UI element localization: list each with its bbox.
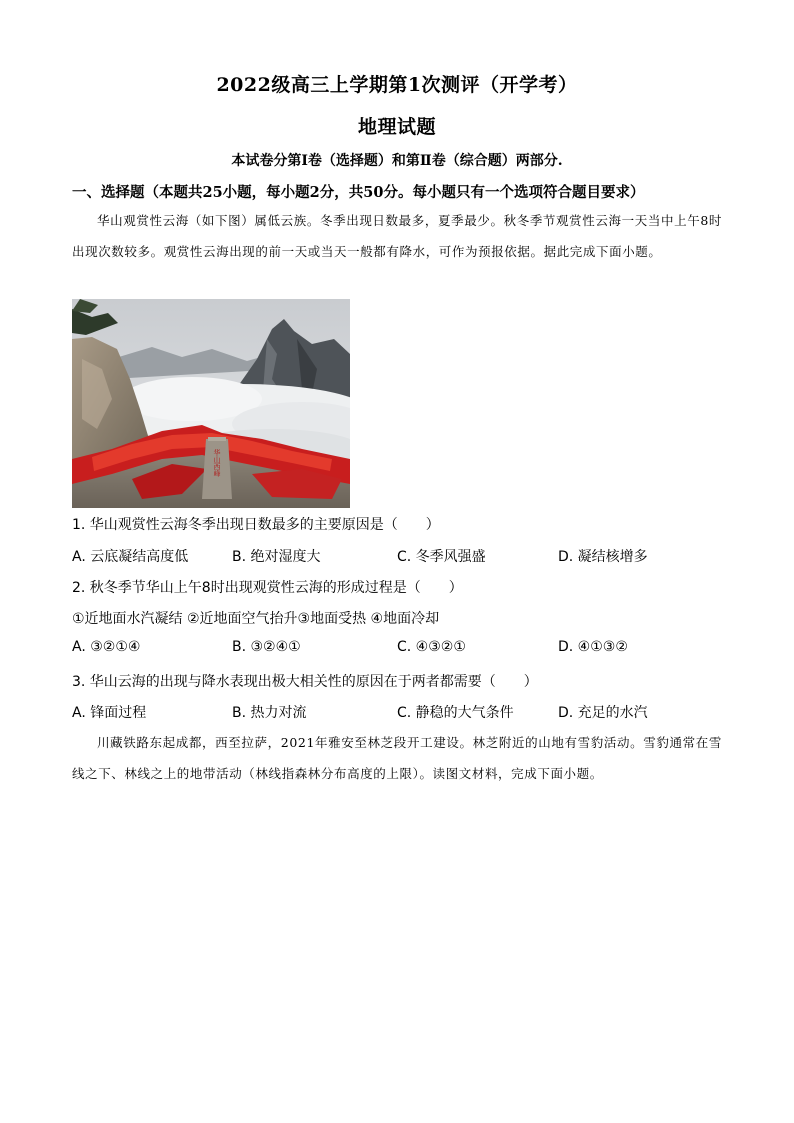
q3-option-b: B. 热力对流 [232,705,307,721]
q2-option-d: D. ④①③② [558,639,628,655]
passage-huashan: 华山观赏性云海（如下图）属低云族。冬季出现日数最多，夏季最少。秋冬季节观赏性云海一天当中上午8时出现次数较多。观赏性云海出现的前一天或当天一般都有降水，可作为预报依据。据此完成下面小题。 [72,213,722,259]
section-heading: 一、选择题（本题共25小题，每小题2分，共50分。每小题只有一个选项符合题目要求） [72,184,645,201]
question-2-steps: ①近地面水汽凝结 ②近地面空气抬升③地面受热 ④地面冷却 [72,611,440,627]
q3-option-d: D. 充足的水汽 [558,705,648,721]
huashan-cloud-sea-photo [72,299,350,508]
question-2-options [72,639,732,659]
q1-option-d: D. 凝结核增多 [558,549,648,565]
q2-option-c: C. ④③②① [397,639,466,655]
q1-option-a: A. 云底凝结高度低 [72,549,189,565]
exam-note: 本试卷分第Ⅰ卷（选择题）和第Ⅱ卷（综合题）两部分. [231,153,563,169]
question-1-stem: 1. 华山观赏性云海冬季出现日数最多的主要原因是（ ） [72,517,440,533]
q2-option-b: B. ③②④① [232,639,301,655]
stele-inscription: 华山西峰 [213,449,221,477]
question-2-stem: 2. 秋冬季节华山上午8时出现观赏性云海的形成过程是（ ） [72,580,463,596]
q3-option-c: C. 静稳的大气条件 [397,705,514,721]
q1-option-c: C. 冬季风强盛 [397,549,486,565]
passage-sichuan-tibet-railway: 川藏铁路东起成都，西至拉萨，2021年雅安至林芝段开工建设。林芝附近的山地有雪豹活动。雪豹通常在雪线之下、林线之上的地带活动（林线指森林分布高度的上限）。读图文材料，完成下面小题。 [72,735,722,781]
q1-option-b: B. 绝对湿度大 [232,549,321,565]
q2-option-a: A. ③②①④ [72,639,141,655]
question-1-options [72,546,732,566]
q3-option-a: A. 锋面过程 [72,705,147,721]
exam-title: 2022级高三上学期第1次测评（开学考） [216,74,578,96]
question-3-stem: 3. 华山云海的出现与降水表现出极大相关性的原因在于两者都需要（ ） [72,674,538,690]
question-3-options [72,702,732,722]
exam-subject: 地理试题 [357,116,436,138]
